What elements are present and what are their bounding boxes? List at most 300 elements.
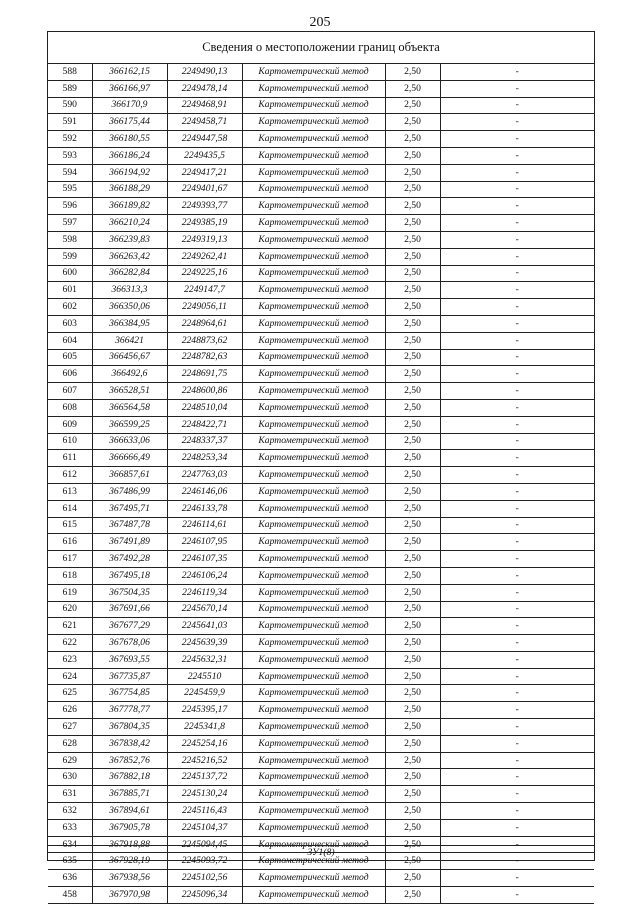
accuracy-value: 2,50 bbox=[385, 349, 440, 366]
point-number: 632 bbox=[48, 803, 92, 820]
x-coordinate: 367928,19 bbox=[92, 853, 167, 870]
determination-method: Картометрический метод bbox=[242, 635, 385, 652]
accuracy-value: 2,50 bbox=[385, 315, 440, 332]
accuracy-value: 2,50 bbox=[385, 769, 440, 786]
determination-method: Картометрический метод bbox=[242, 80, 385, 97]
determination-method: Картометрический метод bbox=[242, 567, 385, 584]
point-description: - bbox=[440, 97, 594, 114]
point-number: 597 bbox=[48, 215, 92, 232]
table-row bbox=[48, 735, 594, 752]
point-description: - bbox=[440, 735, 594, 752]
determination-method: Картометрический метод bbox=[242, 399, 385, 416]
point-description: - bbox=[440, 181, 594, 198]
accuracy-value: 2,50 bbox=[385, 668, 440, 685]
point-number: 598 bbox=[48, 231, 92, 248]
point-number: 631 bbox=[48, 786, 92, 803]
accuracy-value: 2,50 bbox=[385, 231, 440, 248]
accuracy-value: 2,50 bbox=[385, 299, 440, 316]
accuracy-value: 2,50 bbox=[385, 500, 440, 517]
y-coordinate: 2248337,37 bbox=[167, 433, 242, 450]
point-number: 612 bbox=[48, 467, 92, 484]
x-coordinate: 367838,42 bbox=[92, 735, 167, 752]
point-description: - bbox=[440, 635, 594, 652]
point-number: 617 bbox=[48, 551, 92, 568]
table-body bbox=[48, 64, 594, 904]
y-coordinate: 2248510,04 bbox=[167, 399, 242, 416]
point-number: 590 bbox=[48, 97, 92, 114]
x-coordinate: 366188,29 bbox=[92, 181, 167, 198]
determination-method: Картометрический метод bbox=[242, 97, 385, 114]
accuracy-value: 2,50 bbox=[385, 97, 440, 114]
table-row bbox=[48, 786, 594, 803]
point-description: - bbox=[440, 551, 594, 568]
point-description: - bbox=[440, 584, 594, 601]
point-description: - bbox=[440, 752, 594, 769]
determination-method: Картометрический метод bbox=[242, 618, 385, 635]
point-number: 627 bbox=[48, 719, 92, 736]
determination-method: Картометрический метод bbox=[242, 467, 385, 484]
y-coordinate: 2249435,5 bbox=[167, 147, 242, 164]
point-number: 606 bbox=[48, 366, 92, 383]
accuracy-value: 2,50 bbox=[385, 282, 440, 299]
determination-method: Картометрический метод bbox=[242, 248, 385, 265]
table-row bbox=[48, 198, 594, 215]
point-description: - bbox=[440, 64, 594, 81]
point-description: - bbox=[440, 567, 594, 584]
determination-method: Картометрический метод bbox=[242, 114, 385, 131]
accuracy-value: 2,50 bbox=[385, 147, 440, 164]
y-coordinate: 2245104,37 bbox=[167, 819, 242, 836]
x-coordinate: 367918,88 bbox=[92, 836, 167, 853]
table-row bbox=[48, 685, 594, 702]
determination-method: Картометрический метод bbox=[242, 752, 385, 769]
x-coordinate: 366633,06 bbox=[92, 433, 167, 450]
point-number: 614 bbox=[48, 500, 92, 517]
point-number: 634 bbox=[48, 836, 92, 853]
y-coordinate: 2246107,95 bbox=[167, 534, 242, 551]
point-number: 608 bbox=[48, 399, 92, 416]
determination-method: Картометрический метод bbox=[242, 299, 385, 316]
determination-method: Картометрический метод bbox=[242, 651, 385, 668]
point-number: 604 bbox=[48, 332, 92, 349]
x-coordinate: 367885,71 bbox=[92, 786, 167, 803]
determination-method: Картометрический метод bbox=[242, 551, 385, 568]
accuracy-value: 2,50 bbox=[385, 601, 440, 618]
accuracy-value: 2,50 bbox=[385, 870, 440, 887]
point-description: - bbox=[440, 467, 594, 484]
x-coordinate: 366313,3 bbox=[92, 282, 167, 299]
y-coordinate: 2249225,16 bbox=[167, 265, 242, 282]
point-description: - bbox=[440, 399, 594, 416]
y-coordinate: 2248600,86 bbox=[167, 383, 242, 400]
accuracy-value: 2,50 bbox=[385, 685, 440, 702]
x-coordinate: 366564,58 bbox=[92, 399, 167, 416]
table-row bbox=[48, 483, 594, 500]
page-number: 205 bbox=[309, 15, 331, 30]
y-coordinate: 2245641,03 bbox=[167, 618, 242, 635]
x-coordinate: 367938,56 bbox=[92, 870, 167, 887]
point-number: 458 bbox=[48, 887, 92, 904]
accuracy-value: 2,50 bbox=[385, 416, 440, 433]
point-description: - bbox=[440, 887, 594, 904]
point-description: - bbox=[440, 433, 594, 450]
determination-method: Картометрический метод bbox=[242, 215, 385, 232]
section-title: Сведения о местоположении границ объекта bbox=[48, 32, 594, 64]
y-coordinate: 2248691,75 bbox=[167, 366, 242, 383]
point-description: - bbox=[440, 719, 594, 736]
determination-method: Картометрический метод bbox=[242, 719, 385, 736]
y-coordinate: 2245130,24 bbox=[167, 786, 242, 803]
point-description: - bbox=[440, 786, 594, 803]
y-coordinate: 2249262,41 bbox=[167, 248, 242, 265]
table-row bbox=[48, 164, 594, 181]
y-coordinate: 2246119,34 bbox=[167, 584, 242, 601]
x-coordinate: 367754,85 bbox=[92, 685, 167, 702]
y-coordinate: 2248964,61 bbox=[167, 315, 242, 332]
x-coordinate: 366170,9 bbox=[92, 97, 167, 114]
table-row bbox=[48, 819, 594, 836]
point-number: 592 bbox=[48, 131, 92, 148]
point-description: - bbox=[440, 416, 594, 433]
table-row bbox=[48, 702, 594, 719]
table-row bbox=[48, 265, 594, 282]
point-number: 623 bbox=[48, 651, 92, 668]
point-description: - bbox=[440, 651, 594, 668]
point-number: 603 bbox=[48, 315, 92, 332]
point-description: - bbox=[440, 853, 594, 870]
point-number: 600 bbox=[48, 265, 92, 282]
determination-method: Картометрический метод bbox=[242, 265, 385, 282]
point-number: 611 bbox=[48, 450, 92, 467]
table-row bbox=[48, 97, 594, 114]
point-number: 610 bbox=[48, 433, 92, 450]
x-coordinate: 366456,67 bbox=[92, 349, 167, 366]
accuracy-value: 2,50 bbox=[385, 265, 440, 282]
y-coordinate: 2246107,35 bbox=[167, 551, 242, 568]
point-description: - bbox=[440, 332, 594, 349]
point-description: - bbox=[440, 231, 594, 248]
table-row bbox=[48, 433, 594, 450]
y-coordinate: 2245216,52 bbox=[167, 752, 242, 769]
point-number: 619 bbox=[48, 584, 92, 601]
point-description: - bbox=[440, 601, 594, 618]
x-coordinate: 366282,84 bbox=[92, 265, 167, 282]
point-description: - bbox=[440, 500, 594, 517]
accuracy-value: 2,50 bbox=[385, 651, 440, 668]
point-description: - bbox=[440, 147, 594, 164]
accuracy-value: 2,50 bbox=[385, 887, 440, 904]
accuracy-value: 2,50 bbox=[385, 517, 440, 534]
x-coordinate: 366162,15 bbox=[92, 64, 167, 81]
table-row bbox=[48, 399, 594, 416]
y-coordinate: 2245137,72 bbox=[167, 769, 242, 786]
y-coordinate: 2249319,13 bbox=[167, 231, 242, 248]
accuracy-value: 2,50 bbox=[385, 551, 440, 568]
determination-method: Картометрический метод bbox=[242, 517, 385, 534]
x-coordinate: 366194,92 bbox=[92, 164, 167, 181]
point-number: 609 bbox=[48, 416, 92, 433]
determination-method: Картометрический метод bbox=[242, 769, 385, 786]
table-row bbox=[48, 80, 594, 97]
determination-method: Картометрический метод bbox=[242, 349, 385, 366]
point-description: - bbox=[440, 483, 594, 500]
point-number: 624 bbox=[48, 668, 92, 685]
point-description: - bbox=[440, 450, 594, 467]
point-number: 616 bbox=[48, 534, 92, 551]
point-number: 602 bbox=[48, 299, 92, 316]
x-coordinate: 367693,55 bbox=[92, 651, 167, 668]
x-coordinate: 367678,06 bbox=[92, 635, 167, 652]
accuracy-value: 2,50 bbox=[385, 819, 440, 836]
x-coordinate: 367486,99 bbox=[92, 483, 167, 500]
point-number: 595 bbox=[48, 181, 92, 198]
x-coordinate: 367495,71 bbox=[92, 500, 167, 517]
y-coordinate: 2245116,43 bbox=[167, 803, 242, 820]
table-row bbox=[48, 332, 594, 349]
y-coordinate: 2249393,77 bbox=[167, 198, 242, 215]
table-row bbox=[48, 114, 594, 131]
y-coordinate: 2246146,06 bbox=[167, 483, 242, 500]
y-coordinate: 2245459,9 bbox=[167, 685, 242, 702]
point-number: 618 bbox=[48, 567, 92, 584]
x-coordinate: 366528,51 bbox=[92, 383, 167, 400]
x-coordinate: 366599,25 bbox=[92, 416, 167, 433]
point-description: - bbox=[440, 366, 594, 383]
point-description: - bbox=[440, 668, 594, 685]
x-coordinate: 366492,6 bbox=[92, 366, 167, 383]
point-description: - bbox=[440, 769, 594, 786]
accuracy-value: 2,50 bbox=[385, 567, 440, 584]
x-coordinate: 367504,35 bbox=[92, 584, 167, 601]
y-coordinate: 2249417,21 bbox=[167, 164, 242, 181]
point-description: - bbox=[440, 315, 594, 332]
point-description: - bbox=[440, 618, 594, 635]
point-description: - bbox=[440, 215, 594, 232]
accuracy-value: 2,50 bbox=[385, 752, 440, 769]
accuracy-value: 2,50 bbox=[385, 198, 440, 215]
accuracy-value: 2,50 bbox=[385, 853, 440, 870]
table-row bbox=[48, 416, 594, 433]
point-number: 620 bbox=[48, 601, 92, 618]
accuracy-value: 2,50 bbox=[385, 803, 440, 820]
x-coordinate: 367804,35 bbox=[92, 719, 167, 736]
x-coordinate: 366175,44 bbox=[92, 114, 167, 131]
point-number: 596 bbox=[48, 198, 92, 215]
point-number: 601 bbox=[48, 282, 92, 299]
table-row bbox=[48, 635, 594, 652]
determination-method: Картометрический метод bbox=[242, 332, 385, 349]
determination-method: Картометрический метод bbox=[242, 853, 385, 870]
determination-method: Картометрический метод bbox=[242, 282, 385, 299]
accuracy-value: 2,50 bbox=[385, 702, 440, 719]
x-coordinate: 367691,66 bbox=[92, 601, 167, 618]
y-coordinate: 2248873,62 bbox=[167, 332, 242, 349]
document-frame bbox=[47, 31, 595, 900]
x-coordinate: 367487,78 bbox=[92, 517, 167, 534]
point-number: 607 bbox=[48, 383, 92, 400]
y-coordinate: 2249490,13 bbox=[167, 64, 242, 81]
accuracy-value: 2,50 bbox=[385, 450, 440, 467]
table-row bbox=[48, 366, 594, 383]
accuracy-value: 2,50 bbox=[385, 483, 440, 500]
table-row bbox=[48, 769, 594, 786]
point-number: 594 bbox=[48, 164, 92, 181]
accuracy-value: 2,50 bbox=[385, 735, 440, 752]
x-coordinate: 367492,28 bbox=[92, 551, 167, 568]
accuracy-value: 2,50 bbox=[385, 618, 440, 635]
y-coordinate: 2249458,71 bbox=[167, 114, 242, 131]
point-description: - bbox=[440, 198, 594, 215]
table-row bbox=[48, 349, 594, 366]
x-coordinate: 367677,29 bbox=[92, 618, 167, 635]
accuracy-value: 2,50 bbox=[385, 467, 440, 484]
point-description: - bbox=[440, 282, 594, 299]
accuracy-value: 2,50 bbox=[385, 399, 440, 416]
x-coordinate: 366239,83 bbox=[92, 231, 167, 248]
accuracy-value: 2,50 bbox=[385, 786, 440, 803]
x-coordinate: 366666,49 bbox=[92, 450, 167, 467]
y-coordinate: 2249147,7 bbox=[167, 282, 242, 299]
table-row bbox=[48, 618, 594, 635]
table-row bbox=[48, 64, 594, 81]
point-number: 605 bbox=[48, 349, 92, 366]
determination-method: Картометрический метод bbox=[242, 383, 385, 400]
table-row bbox=[48, 870, 594, 887]
determination-method: Картометрический метод bbox=[242, 416, 385, 433]
point-description: - bbox=[440, 131, 594, 148]
point-number: 615 bbox=[48, 517, 92, 534]
point-number: 633 bbox=[48, 819, 92, 836]
x-coordinate: 367495,18 bbox=[92, 567, 167, 584]
table-row bbox=[48, 147, 594, 164]
x-coordinate: 367735,87 bbox=[92, 668, 167, 685]
determination-method: Картометрический метод bbox=[242, 685, 385, 702]
x-coordinate: 367882,18 bbox=[92, 769, 167, 786]
point-number: 622 bbox=[48, 635, 92, 652]
accuracy-value: 2,50 bbox=[385, 131, 440, 148]
determination-method: Картометрический метод bbox=[242, 181, 385, 198]
determination-method: Картометрический метод bbox=[242, 450, 385, 467]
point-number: 625 bbox=[48, 685, 92, 702]
y-coordinate: 2245670,14 bbox=[167, 601, 242, 618]
determination-method: Картометрический метод bbox=[242, 702, 385, 719]
accuracy-value: 2,50 bbox=[385, 534, 440, 551]
determination-method: Картометрический метод bbox=[242, 601, 385, 618]
x-coordinate: 366263,42 bbox=[92, 248, 167, 265]
table-row bbox=[48, 231, 594, 248]
table-row bbox=[48, 181, 594, 198]
y-coordinate: 2249385,19 bbox=[167, 215, 242, 232]
accuracy-value: 2,50 bbox=[385, 383, 440, 400]
y-coordinate: 2245395,17 bbox=[167, 702, 242, 719]
accuracy-value: 2,50 bbox=[385, 64, 440, 81]
determination-method: Картометрический метод bbox=[242, 483, 385, 500]
point-description: - bbox=[440, 299, 594, 316]
determination-method: Картометрический метод bbox=[242, 870, 385, 887]
determination-method: Картометрический метод bbox=[242, 231, 385, 248]
point-number: 588 bbox=[48, 64, 92, 81]
footer-code: ЗУ1(8) bbox=[48, 845, 594, 860]
y-coordinate: 2245254,16 bbox=[167, 735, 242, 752]
determination-method: Картометрический метод bbox=[242, 584, 385, 601]
table-row bbox=[48, 299, 594, 316]
y-coordinate: 2249468,91 bbox=[167, 97, 242, 114]
point-description: - bbox=[440, 114, 594, 131]
point-description: - bbox=[440, 702, 594, 719]
table-row bbox=[48, 651, 594, 668]
point-description: - bbox=[440, 534, 594, 551]
determination-method: Картометрический метод bbox=[242, 786, 385, 803]
x-coordinate: 366189,82 bbox=[92, 198, 167, 215]
boundary-points-table bbox=[48, 63, 594, 904]
y-coordinate: 2245093,72 bbox=[167, 853, 242, 870]
x-coordinate: 367778,77 bbox=[92, 702, 167, 719]
table-row bbox=[48, 567, 594, 584]
table-row bbox=[48, 668, 594, 685]
accuracy-value: 2,50 bbox=[385, 635, 440, 652]
y-coordinate: 2246114,61 bbox=[167, 517, 242, 534]
point-number: 636 bbox=[48, 870, 92, 887]
accuracy-value: 2,50 bbox=[385, 332, 440, 349]
point-description: - bbox=[440, 836, 594, 853]
table-row bbox=[48, 601, 594, 618]
point-number: 589 bbox=[48, 80, 92, 97]
y-coordinate: 2249401,67 bbox=[167, 181, 242, 198]
y-coordinate: 2249056,11 bbox=[167, 299, 242, 316]
table-row bbox=[48, 282, 594, 299]
point-description: - bbox=[440, 80, 594, 97]
y-coordinate: 2248782,63 bbox=[167, 349, 242, 366]
determination-method: Картометрический метод bbox=[242, 803, 385, 820]
table-row bbox=[48, 887, 594, 904]
y-coordinate: 2247763,03 bbox=[167, 467, 242, 484]
y-coordinate: 2245096,34 bbox=[167, 887, 242, 904]
point-description: - bbox=[440, 383, 594, 400]
x-coordinate: 366180,55 bbox=[92, 131, 167, 148]
x-coordinate: 367970,98 bbox=[92, 887, 167, 904]
point-number: 628 bbox=[48, 735, 92, 752]
point-number: 599 bbox=[48, 248, 92, 265]
table-row bbox=[48, 752, 594, 769]
table-row bbox=[48, 584, 594, 601]
accuracy-value: 2,50 bbox=[385, 836, 440, 853]
point-description: - bbox=[440, 870, 594, 887]
y-coordinate: 2248253,34 bbox=[167, 450, 242, 467]
table-row bbox=[48, 719, 594, 736]
x-coordinate: 366857,61 bbox=[92, 467, 167, 484]
x-coordinate: 367491,89 bbox=[92, 534, 167, 551]
y-coordinate: 2245341,8 bbox=[167, 719, 242, 736]
table-row bbox=[48, 215, 594, 232]
accuracy-value: 2,50 bbox=[385, 248, 440, 265]
determination-method: Картометрический метод bbox=[242, 534, 385, 551]
accuracy-value: 2,50 bbox=[385, 80, 440, 97]
table-row bbox=[48, 803, 594, 820]
determination-method: Картометрический метод bbox=[242, 198, 385, 215]
determination-method: Картометрический метод bbox=[242, 819, 385, 836]
table-row bbox=[48, 551, 594, 568]
x-coordinate: 366210,24 bbox=[92, 215, 167, 232]
point-number: 591 bbox=[48, 114, 92, 131]
x-coordinate: 366186,24 bbox=[92, 147, 167, 164]
accuracy-value: 2,50 bbox=[385, 433, 440, 450]
accuracy-value: 2,50 bbox=[385, 164, 440, 181]
point-number: 635 bbox=[48, 853, 92, 870]
point-number: 613 bbox=[48, 483, 92, 500]
determination-method: Картометрический метод bbox=[242, 366, 385, 383]
x-coordinate: 366350,06 bbox=[92, 299, 167, 316]
x-coordinate: 367852,76 bbox=[92, 752, 167, 769]
